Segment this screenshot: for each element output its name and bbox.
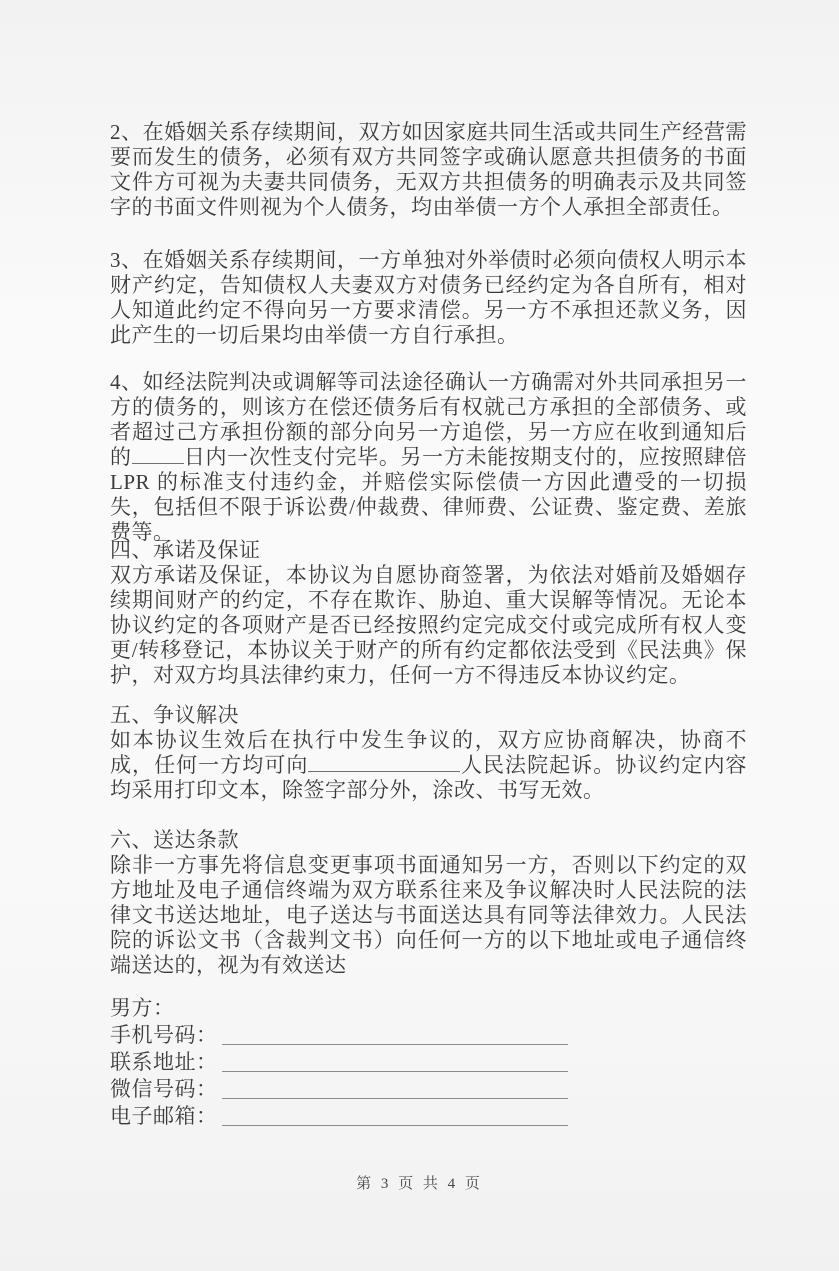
section-body-promise: 双方承诺及保证，本协议为自愿协商签署，为依法对婚前及婚姻存续期间财产的约定，不存在欺诈、胁迫、重大误解等情况。无论本协议约定的各项财产是否已经按照约定完成交付或完成所有权人变更/转移登记，本协议关于财产的所有约定都依法受到《民法典》保护，对双方均具法律约束力，任何一方不得违反本协议约定。 [110,563,747,687]
wechat-label: 微信号码： [110,1077,218,1101]
wechat-field-row [110,1076,747,1103]
section-title-dispute: 五、争议解决 [110,703,239,727]
email-field-row [110,1103,747,1130]
dispute-text-before: 如本协议生效后在执行中发生争议的，双方应协商解决，协商不成，任何一方均可向 [110,728,747,777]
address-blank-line [222,1070,568,1072]
clause-4-text-before: 4、如经法院判决或调解等司法途径确认一方确需对外共同承担另一方的债务的，则该方在偿还债务后有权就己方承担的全部债务、或者超过己方承担份额的部分向另一方追偿，另一方应在收到通知后的 [110,370,747,469]
section-title-promise: 四、承诺及保证 [110,538,261,562]
section-service-clause [110,828,747,978]
phone-field-row [110,1022,747,1049]
phone-blank-line [222,1043,568,1045]
paragraph-clause-4 [110,370,747,545]
wechat-blank-line [222,1097,568,1099]
section-body-service: 除非一方事先将信息变更事项书面通知另一方，否则以下约定的双方地址及电子通信终端为双方联系往来及争议解决时人民法院的法律文书送达地址，电子送达与书面送达具有同等法律效力。人民法院的诉讼文书（含裁判文书）向任何一方的以下地址或电子通信终端送达的，视为有效送达 [110,853,747,977]
section-body-dispute [110,728,747,803]
paragraph-clause-2: 2、在婚姻关系存续期间，双方如因家庭共同生活或共同生产经营需要而发生的债务，必须有双方共同签字或确认愿意共担债务的书面文件方可视为夫妻共同债务，无双方共担债务的明确表示及共同签字的书面文件则视为个人债务，均由举债一方个人承担全部责任。 [110,120,747,219]
court-name-blank-line [308,756,460,772]
email-label: 电子邮箱： [110,1104,218,1128]
section-promise-guarantee [110,538,747,688]
dispute-text-after: 人民法院起诉。协议约定内容均采用打印文本，除签字部分外，涂改、书写无效。 [110,753,748,802]
clause-4-text-after: 日内一次性支付完毕。另一方未能按期支付的，应按照肆倍LPR 的标准支付违约金，并赔偿实际偿债一方因此遭受的一切损失，包括但不限于诉讼费/仲裁费、律师费、公证费、鉴定费、差旅费等。 [110,445,748,544]
party-label: 男方： [110,996,175,1020]
address-field-row [110,1049,747,1076]
phone-label: 手机号码： [110,1023,218,1047]
section-title-service: 六、送达条款 [110,828,239,852]
paragraph-clause-3: 3、在婚姻关系存续期间，一方单独对外举债时必须向债权人明示本财产约定，告知债权人夫妻双方对债务已经约定为各自所有，相对人知道此约定不得向另一方要求清偿。另一方不承担还款义务，因此产生的一切后果均由举债一方自行承担。 [110,248,747,347]
email-blank-line [222,1124,568,1126]
section-dispute-resolution [110,703,747,803]
page-number-footer: 第 3 页 共 4 页 [356,1176,483,1192]
address-label: 联系地址： [110,1050,218,1074]
signature-block-male-party [110,995,747,1130]
days-blank-line [132,448,184,464]
